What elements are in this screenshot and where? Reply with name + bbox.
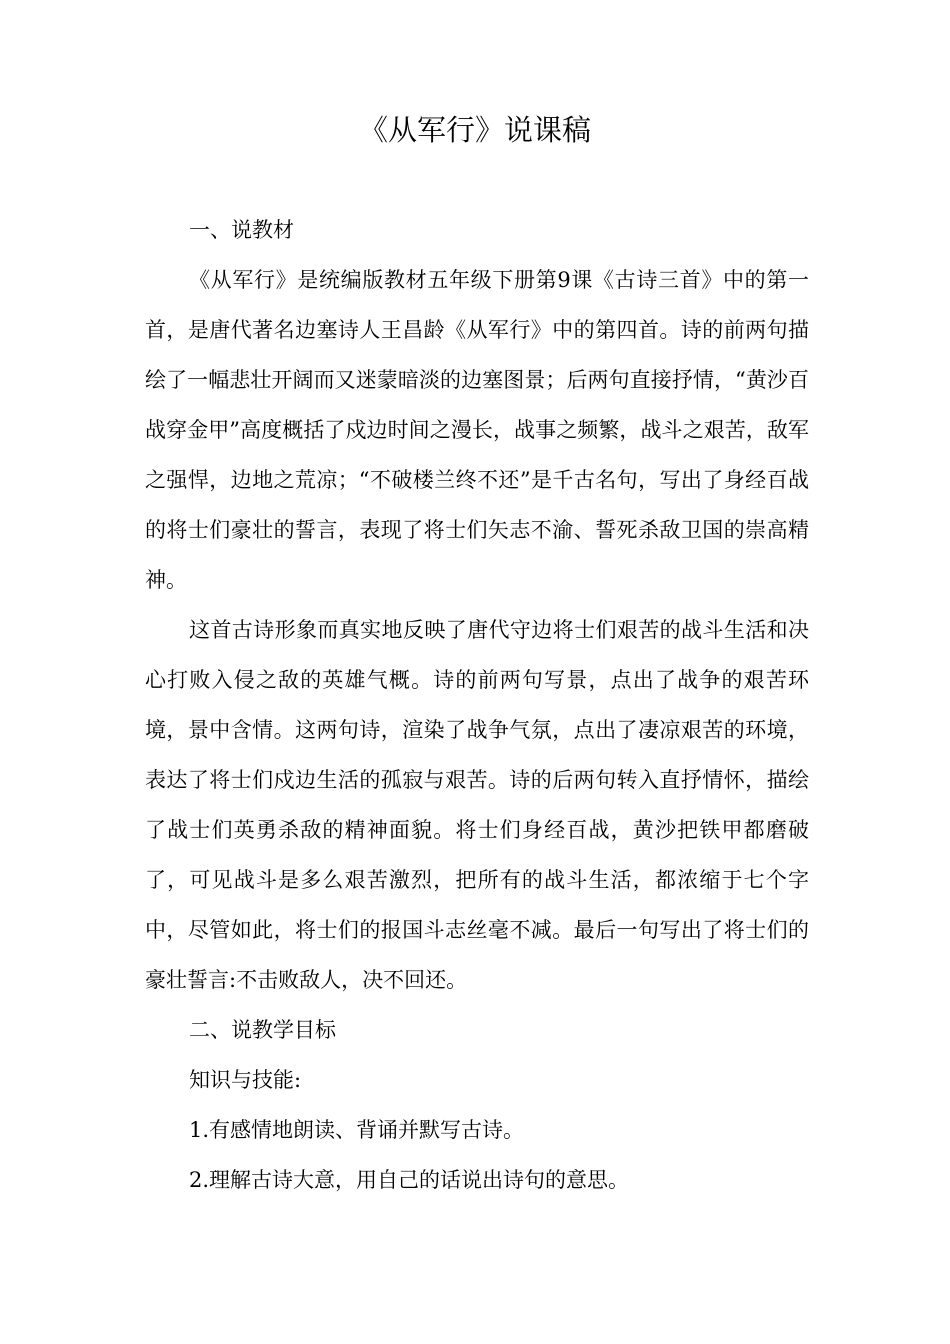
document-body [145,205,809,1205]
goal-item-1: 1.有感情地朗读、背诵并默写古诗。 [189,1118,525,1142]
goal-item-2: 2.理解古诗大意，用自己的话说出诗句的意思。 [189,1168,630,1192]
document-title: 《从军行》说课稿 [358,113,591,147]
subheading-knowledge-skills: 知识与技能: [189,1068,302,1092]
section-heading-goals: 二、说教学目标 [189,1018,336,1042]
paragraph-poem-analysis: 这首古诗形象而真实地反映了唐代守边将士们艰苦的战斗生活和决心打败入侵之敌的英雄气概。诗的前两句写景，点出了战争的艰苦环境，景中含情。这两句诗，渲染了战争气氛，点出了凄凉艰苦的环境，表达了将士们戍边生活的孤寂与艰苦。诗的后两句转入直抒情怀，描绘了战士们英勇杀敌的精神面貌。将士们身经百战，黄沙把铁甲都磨破了，可见战斗是多么艰苦激烈，把所有的战斗生活，都浓缩于七个字中，尽管如此，将士们的报国斗志丝毫不减。最后一句写出了将士们的豪壮誓言:不击败敌人，决不回还。 [145,618,809,992]
section-heading-textbook: 一、说教材 [189,218,294,242]
paragraph-textbook-intro: 《从军行》是统编版教材五年级下册第9课《古诗三首》中的第一首，是唐代著名边塞诗人王昌龄《从军行》中的第四首。诗的前两句描绘了一幅悲壮开阔而又迷蒙暗淡的边塞图景；后两句直接抒情，“黄沙百战穿金甲”高度概括了戍边时间之漫长，战事之频繁，战斗之艰苦，敌军之强悍，边地之荒凉；“不破楼兰终不还”是千古名句，写出了身经百战的将士们豪壮的誓言，表现了将士们矢志不渝、誓死杀敌卫国的崇高精神。 [145,268,809,592]
